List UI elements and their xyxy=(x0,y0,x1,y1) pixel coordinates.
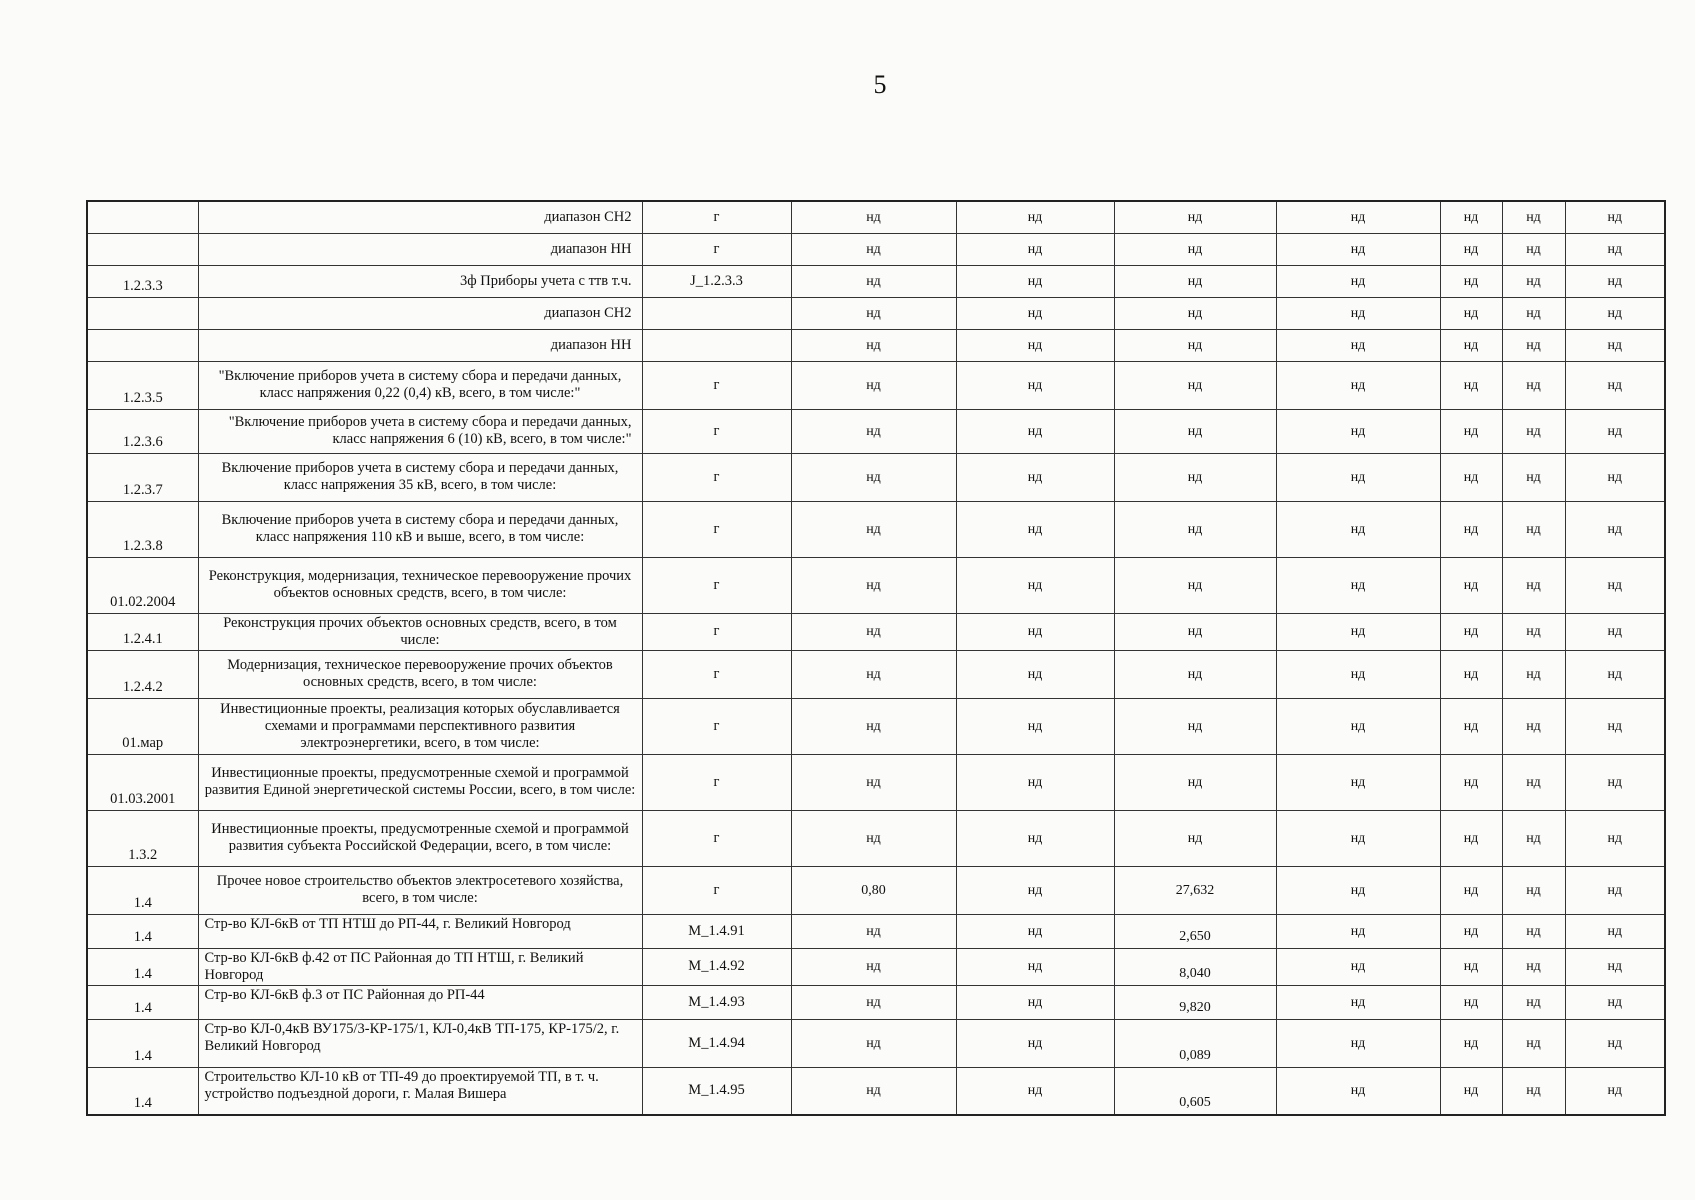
row-name-cell: диапазон СН2 xyxy=(198,297,642,329)
value-cell: нд xyxy=(1565,698,1665,754)
value-cell: нд xyxy=(1502,810,1565,866)
table-row xyxy=(87,754,1665,810)
table-row xyxy=(87,501,1665,557)
row-code-cell: М_1.4.92 xyxy=(642,948,791,985)
value-cell: нд xyxy=(1440,866,1502,914)
value-cell: нд xyxy=(1440,914,1502,948)
row-name-cell: "Включение приборов учета в систему сбора и передачи данных, класс напряжения 6 (10) кВ, всего, в том числе:" xyxy=(198,409,642,453)
value-cell: нд xyxy=(1502,453,1565,501)
row-name-cell: 3ф Приборы учета с ттв т.ч. xyxy=(198,265,642,297)
value-cell: 0,605 xyxy=(1114,1067,1276,1115)
row-code-cell: J_1.2.3.3 xyxy=(642,265,791,297)
row-code-cell: г xyxy=(642,409,791,453)
row-number-cell: 1.3.2 xyxy=(87,810,198,866)
value-cell: нд xyxy=(1440,361,1502,409)
row-name-cell: Инвестиционные проекты, реализация которых обуславливается схемами и программами перспективного развития электроэнергетики, всего, в том числе: xyxy=(198,698,642,754)
row-name-cell: Стр-во КЛ-6кВ от ТП НТШ до РП-44, г. Великий Новгород xyxy=(198,914,642,948)
value-cell: нд xyxy=(1276,650,1440,698)
row-number-cell xyxy=(87,201,198,233)
value-cell: нд xyxy=(1565,329,1665,361)
value-cell: 0,089 xyxy=(1114,1019,1276,1067)
value-cell: нд xyxy=(1440,948,1502,985)
value-cell: нд xyxy=(1276,985,1440,1019)
row-code-cell: г xyxy=(642,866,791,914)
value-cell: нд xyxy=(1440,409,1502,453)
value-cell: нд xyxy=(791,810,956,866)
row-name-cell: Включение приборов учета в систему сбора и передачи данных, класс напряжения 110 кВ и выше, всего, в том числе: xyxy=(198,501,642,557)
row-number-cell xyxy=(87,297,198,329)
row-code-cell xyxy=(642,329,791,361)
value-cell: нд xyxy=(956,810,1114,866)
value-cell: нд xyxy=(1502,1019,1565,1067)
value-cell: нд xyxy=(1114,233,1276,265)
row-code-cell: г xyxy=(642,613,791,650)
value-cell: нд xyxy=(956,201,1114,233)
value-cell: нд xyxy=(956,613,1114,650)
row-code-cell: г xyxy=(642,650,791,698)
value-cell: нд xyxy=(791,985,956,1019)
value-cell: нд xyxy=(1276,297,1440,329)
row-name-cell: Модернизация, техническое перевооружение прочих объектов основных средств, всего, в том числе: xyxy=(198,650,642,698)
row-code-cell: г xyxy=(642,501,791,557)
value-cell: нд xyxy=(1440,453,1502,501)
value-cell: нд xyxy=(791,1019,956,1067)
value-cell: нд xyxy=(1276,613,1440,650)
row-number-cell: 1.2.3.3 xyxy=(87,265,198,297)
value-cell: нд xyxy=(1440,810,1502,866)
row-name-cell: диапазон НН xyxy=(198,329,642,361)
value-cell: нд xyxy=(1276,698,1440,754)
value-cell: нд xyxy=(1276,233,1440,265)
value-cell: нд xyxy=(1565,265,1665,297)
value-cell: нд xyxy=(1502,361,1565,409)
table-row xyxy=(87,297,1665,329)
row-number-cell: 01.02.2004 xyxy=(87,557,198,613)
value-cell: нд xyxy=(1114,201,1276,233)
row-code-cell: г xyxy=(642,810,791,866)
table-row xyxy=(87,650,1665,698)
value-cell: нд xyxy=(791,265,956,297)
value-cell: нд xyxy=(956,1067,1114,1115)
value-cell: нд xyxy=(956,501,1114,557)
value-cell: нд xyxy=(1114,557,1276,613)
investment-program-table-sheet xyxy=(86,200,1664,1116)
row-code-cell: г xyxy=(642,453,791,501)
value-cell: нд xyxy=(1565,866,1665,914)
value-cell: нд xyxy=(1114,698,1276,754)
value-cell: нд xyxy=(1276,754,1440,810)
value-cell: нд xyxy=(1502,1067,1565,1115)
row-number-cell: 1.2.3.5 xyxy=(87,361,198,409)
row-number-cell: 1.2.3.7 xyxy=(87,453,198,501)
row-name-cell: диапазон НН xyxy=(198,233,642,265)
value-cell: нд xyxy=(1565,1019,1665,1067)
table-row xyxy=(87,613,1665,650)
value-cell: нд xyxy=(791,201,956,233)
value-cell: нд xyxy=(1502,409,1565,453)
value-cell: нд xyxy=(791,1067,956,1115)
page-number: 5 xyxy=(873,70,887,99)
value-cell: нд xyxy=(956,985,1114,1019)
row-number-cell: 1.4 xyxy=(87,1019,198,1067)
row-number-cell: 1.4 xyxy=(87,914,198,948)
table-row xyxy=(87,201,1665,233)
value-cell: нд xyxy=(1276,409,1440,453)
value-cell: нд xyxy=(1565,1067,1665,1115)
value-cell: нд xyxy=(1565,361,1665,409)
value-cell: нд xyxy=(1114,265,1276,297)
value-cell: нд xyxy=(791,453,956,501)
value-cell: нд xyxy=(791,233,956,265)
value-cell: нд xyxy=(1114,361,1276,409)
value-cell: нд xyxy=(1565,914,1665,948)
value-cell: нд xyxy=(1565,557,1665,613)
row-number-cell: 1.4 xyxy=(87,948,198,985)
value-cell: нд xyxy=(1276,948,1440,985)
row-name-cell: Реконструкция прочих объектов основных средств, всего, в том числе: xyxy=(198,613,642,650)
value-cell: нд xyxy=(1440,329,1502,361)
value-cell: нд xyxy=(1440,297,1502,329)
table-row xyxy=(87,361,1665,409)
value-cell: нд xyxy=(1440,501,1502,557)
value-cell: нд xyxy=(1565,453,1665,501)
table-row xyxy=(87,329,1665,361)
value-cell: нд xyxy=(1440,1019,1502,1067)
investment-program-table xyxy=(86,200,1666,1116)
value-cell: нд xyxy=(791,613,956,650)
value-cell: нд xyxy=(1502,613,1565,650)
value-cell: нд xyxy=(956,297,1114,329)
value-cell: нд xyxy=(1565,985,1665,1019)
row-number-cell: 1.2.4.1 xyxy=(87,613,198,650)
value-cell: нд xyxy=(956,866,1114,914)
value-cell: нд xyxy=(1276,201,1440,233)
row-name-cell: Инвестиционные проекты, предусмотренные схемой и программой развития Единой энергетической системы России, всего, в том числе: xyxy=(198,754,642,810)
value-cell: нд xyxy=(1276,453,1440,501)
value-cell: нд xyxy=(1502,297,1565,329)
value-cell: нд xyxy=(1565,650,1665,698)
value-cell: нд xyxy=(791,409,956,453)
value-cell: нд xyxy=(956,233,1114,265)
row-number-cell: 1.4 xyxy=(87,985,198,1019)
value-cell: нд xyxy=(956,754,1114,810)
row-number-cell xyxy=(87,233,198,265)
value-cell: нд xyxy=(791,557,956,613)
value-cell: нд xyxy=(1440,265,1502,297)
row-code-cell: М_1.4.93 xyxy=(642,985,791,1019)
value-cell: нд xyxy=(1440,650,1502,698)
value-cell: нд xyxy=(1440,985,1502,1019)
value-cell: нд xyxy=(1565,613,1665,650)
value-cell: нд xyxy=(1440,1067,1502,1115)
value-cell: нд xyxy=(1502,501,1565,557)
row-name-cell: Стр-во КЛ-6кВ ф.42 от ПС Районная до ТП НТШ, г. Великий Новгород xyxy=(198,948,642,985)
value-cell: нд xyxy=(956,650,1114,698)
row-number-cell: 1.4 xyxy=(87,866,198,914)
value-cell: нд xyxy=(1565,948,1665,985)
value-cell: нд xyxy=(791,754,956,810)
row-code-cell: г xyxy=(642,201,791,233)
value-cell: нд xyxy=(1276,810,1440,866)
value-cell: нд xyxy=(1114,613,1276,650)
table-row xyxy=(87,985,1665,1019)
table-row xyxy=(87,1019,1665,1067)
row-code-cell: г xyxy=(642,754,791,810)
row-number-cell xyxy=(87,329,198,361)
value-cell: нд xyxy=(1502,557,1565,613)
value-cell: нд xyxy=(1440,233,1502,265)
value-cell: 0,80 xyxy=(791,866,956,914)
value-cell: нд xyxy=(1502,914,1565,948)
table-row xyxy=(87,698,1665,754)
value-cell: нд xyxy=(1502,233,1565,265)
value-cell: нд xyxy=(1502,754,1565,810)
row-number-cell: 01.03.2001 xyxy=(87,754,198,810)
value-cell: нд xyxy=(956,265,1114,297)
row-code-cell: г xyxy=(642,233,791,265)
value-cell: нд xyxy=(791,650,956,698)
table-row xyxy=(87,914,1665,948)
value-cell: нд xyxy=(791,329,956,361)
value-cell: 27,632 xyxy=(1114,866,1276,914)
value-cell: 9,820 xyxy=(1114,985,1276,1019)
value-cell: нд xyxy=(791,501,956,557)
table-row xyxy=(87,866,1665,914)
value-cell: нд xyxy=(1114,650,1276,698)
value-cell: нд xyxy=(956,914,1114,948)
value-cell: нд xyxy=(1276,1067,1440,1115)
value-cell: нд xyxy=(1565,501,1665,557)
value-cell: нд xyxy=(1114,810,1276,866)
value-cell: нд xyxy=(1565,810,1665,866)
value-cell: нд xyxy=(1440,698,1502,754)
value-cell: нд xyxy=(1276,866,1440,914)
value-cell: нд xyxy=(1565,409,1665,453)
row-name-cell: диапазон СН2 xyxy=(198,201,642,233)
value-cell: нд xyxy=(956,453,1114,501)
value-cell: нд xyxy=(791,297,956,329)
value-cell: нд xyxy=(1114,754,1276,810)
table-row xyxy=(87,948,1665,985)
row-number-cell: 1.2.3.6 xyxy=(87,409,198,453)
value-cell: 2,650 xyxy=(1114,914,1276,948)
row-code-cell: г xyxy=(642,557,791,613)
row-name-cell: Строительство КЛ-10 кВ от ТП-49 до проектируемой ТП, в т. ч. устройство подъездной дороги, г. Малая Вишера xyxy=(198,1067,642,1115)
value-cell: нд xyxy=(956,557,1114,613)
row-code-cell: г xyxy=(642,361,791,409)
value-cell: нд xyxy=(956,361,1114,409)
value-cell: нд xyxy=(1276,265,1440,297)
row-name-cell: Прочее новое строительство объектов электросетевого хозяйства, всего, в том числе: xyxy=(198,866,642,914)
value-cell: нд xyxy=(1502,985,1565,1019)
value-cell: нд xyxy=(1440,754,1502,810)
row-number-cell: 1.2.3.8 xyxy=(87,501,198,557)
value-cell: нд xyxy=(956,698,1114,754)
value-cell: нд xyxy=(1276,329,1440,361)
value-cell: нд xyxy=(1502,650,1565,698)
value-cell: нд xyxy=(791,361,956,409)
table-row xyxy=(87,453,1665,501)
value-cell: 8,040 xyxy=(1114,948,1276,985)
table-row xyxy=(87,265,1665,297)
value-cell: нд xyxy=(1276,501,1440,557)
row-name-cell: Включение приборов учета в систему сбора и передачи данных, класс напряжения 35 кВ, всего, в том числе: xyxy=(198,453,642,501)
table-row xyxy=(87,409,1665,453)
value-cell: нд xyxy=(1502,265,1565,297)
row-name-cell: Стр-во КЛ-0,4кВ ВУ175/3-КР-175/1, КЛ-0,4кВ ТП-175, КР-175/2, г. Великий Новгород xyxy=(198,1019,642,1067)
row-name-cell: Инвестиционные проекты, предусмотренные схемой и программой развития субъекта Российской Федерации, всего, в том числе: xyxy=(198,810,642,866)
value-cell: нд xyxy=(791,914,956,948)
value-cell: нд xyxy=(1114,409,1276,453)
value-cell: нд xyxy=(1502,329,1565,361)
value-cell: нд xyxy=(956,409,1114,453)
value-cell: нд xyxy=(1276,361,1440,409)
value-cell: нд xyxy=(1502,698,1565,754)
value-cell: нд xyxy=(1440,557,1502,613)
value-cell: нд xyxy=(1276,557,1440,613)
table-row xyxy=(87,810,1665,866)
row-name-cell: Стр-во КЛ-6кВ ф.3 от ПС Районная до РП-44 xyxy=(198,985,642,1019)
value-cell: нд xyxy=(956,1019,1114,1067)
row-name-cell: Реконструкция, модернизация, техническое перевооружение прочих объектов основных средств, всего, в том числе: xyxy=(198,557,642,613)
row-number-cell: 01.мар xyxy=(87,698,198,754)
value-cell: нд xyxy=(791,698,956,754)
value-cell: нд xyxy=(1276,1019,1440,1067)
row-code-cell: М_1.4.94 xyxy=(642,1019,791,1067)
row-name-cell: "Включение приборов учета в систему сбора и передачи данных, класс напряжения 0,22 (0,4) кВ, всего, в том числе:" xyxy=(198,361,642,409)
row-code-cell xyxy=(642,297,791,329)
table-row xyxy=(87,233,1665,265)
value-cell: нд xyxy=(1565,754,1665,810)
value-cell: нд xyxy=(1565,233,1665,265)
value-cell: нд xyxy=(1565,297,1665,329)
row-number-cell: 1.2.4.2 xyxy=(87,650,198,698)
value-cell: нд xyxy=(1440,613,1502,650)
value-cell: нд xyxy=(1114,329,1276,361)
value-cell: нд xyxy=(1440,201,1502,233)
value-cell: нд xyxy=(1114,453,1276,501)
value-cell: нд xyxy=(956,329,1114,361)
value-cell: нд xyxy=(1565,201,1665,233)
value-cell: нд xyxy=(1502,201,1565,233)
value-cell: нд xyxy=(1114,501,1276,557)
value-cell: нд xyxy=(1502,866,1565,914)
value-cell: нд xyxy=(1502,948,1565,985)
value-cell: нд xyxy=(791,948,956,985)
value-cell: нд xyxy=(1276,914,1440,948)
row-code-cell: М_1.4.91 xyxy=(642,914,791,948)
table-row xyxy=(87,557,1665,613)
row-code-cell: г xyxy=(642,698,791,754)
value-cell: нд xyxy=(1114,297,1276,329)
value-cell: нд xyxy=(956,948,1114,985)
row-code-cell: М_1.4.95 xyxy=(642,1067,791,1115)
table-row xyxy=(87,1067,1665,1115)
row-number-cell: 1.4 xyxy=(87,1067,198,1115)
